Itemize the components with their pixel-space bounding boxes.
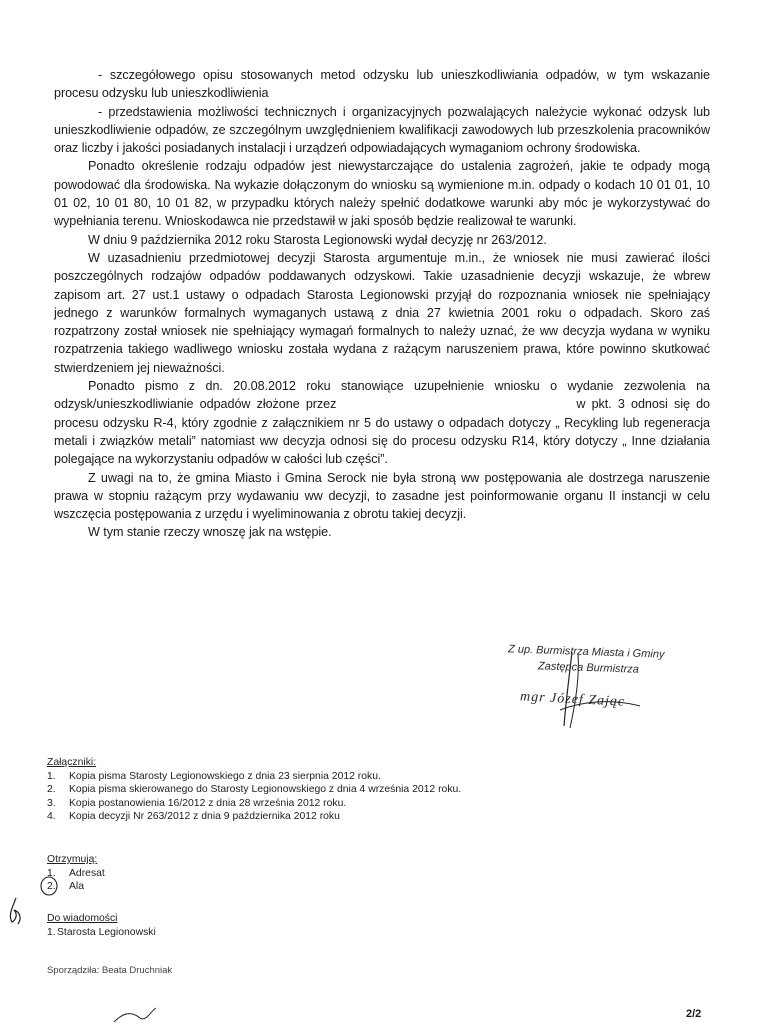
for-information-list [47, 926, 247, 940]
paragraph-5: W uzasadnieniu przedmiotowej decyzji Starosta argumentuje m.in., że wniosek nie musi zawierać ilości poszczególnych rodzajów odpadów poddawanych odzyskowi. Takie uzasadnienie decyzji wskazuje, że wbrew zapisom art. 27 ust.1 ustawy o odpadach Starosta Legionowski przyjął do rozpoznania wniosek nie spełniający jednego z warunków formalnych wymaganych ustawą z dnia 27 kwietnia 2001 roku o odpadach. Skoro zaś rozpatrzony został wniosek nie spełniający wymagań formalnych to należy uznać, że ww decyzja wydana w wyniku rozpatrzenia takiego wadliwego wniosku została wydana z rażącym naruszeniem prawa, które powinno skutkować stwierdzeniem jej nieważności. [54, 250, 710, 375]
handwritten-circle-mark [39, 875, 63, 897]
attachments-heading: Załączniki: [47, 757, 97, 768]
list-item: 2. Ala [47, 880, 247, 894]
paragraph-6-part-2: w pkt. 3 odnosi się do procesu odzysku R-4, który zgodnie z załącznikiem nr 5 do ustawy o odpadach dotyczy „ Recykling lub regeneracja metali i związków metali” natomiast ww decyzja odnosi się do procesu odzysku R14, który dotyczy „ Inne działania polegające na wykorzystaniu odpadów w całości lub części”. [54, 397, 710, 467]
prepared-by: Sporządziła: Beata Druchniak [47, 965, 173, 976]
list-item: 3. Kopia postanowienia 16/2012 z dnia 28 września 2012 roku. [47, 797, 347, 809]
list-item: 2. Kopia pisma skierowanego do Starosty Legionowskiego z dnia 4 września 2012 roku. [47, 784, 462, 795]
stamp-line-1: Z up. Burmistrza Miasta i Gminy [507, 643, 665, 661]
handwritten-mark [4, 896, 26, 926]
list-item: 1. Adresat [47, 867, 105, 879]
list-item: 1. Kopia pisma Starosty Legionowskiego z dnia 23 sierpnia 2012 roku. [47, 770, 381, 782]
list-item: 1.Starosta Legionowski [47, 926, 156, 938]
for-information-heading: Do wiadomości [47, 913, 118, 924]
paragraph-1: - szczegółowego opisu stosowanych metod odzysku lub unieszkodliwiania odpadów, w tym wskazanie procesu odzysku lub unieszkodliwienia [54, 68, 710, 101]
list-item: 4. Kopia decyzji Nr 263/2012 z dnia 9 października 2012 roku [47, 811, 340, 822]
for-information-section [47, 912, 247, 939]
recipients-list [47, 867, 247, 894]
paragraph-8: W tym stanie rzeczy wnoszę jak na wstępie. [88, 525, 332, 540]
recipients-section [47, 853, 247, 894]
signature-fragment [112, 1004, 172, 1024]
attachments-list [47, 770, 567, 824]
signature-block [500, 640, 740, 730]
paragraph-3: Ponadto określenie rodzaju odpadów jest niewystarczające do ustalenia zagrożeń, jakie te odpady mogą powodować dla środowiska. Na wykazie dołączonym do wniosku są wymienione m.in. odpady o kodach 10 01 01, 10 01 02, 10 01 80, 10 01 82, w przypadku których należy spełnić dodatkowe warunki aby móc je wykorzystywać do wypełniania terenu. Wnioskodawca nie przedstawił w jaki sposób będzie realizował te warunki. [54, 159, 710, 229]
paragraph-7: Z uwagi na to, że gmina Miasto i Gmina Serock nie była stroną ww postępowania ale dostrzega naruszenie prawa w stopniu rażącym przy wydawaniu ww decyzji, to zasadne jest poinformowanie organu II instancji w celu wszczęcia postępowania z urzędu i wyeliminowania z obrotu takiej decyzji. [54, 470, 710, 522]
paragraph-6 [54, 377, 710, 468]
page-number: 2/2 [686, 1008, 702, 1020]
letter-body [54, 66, 710, 542]
paragraph-6-part-1: Ponadto pismo z dn. 20.08.2012 roku stanowiące uzupełnienie wniosku o wydanie zezwolenia na odzysk/unieszkodliwianie odpadów złożone przez [54, 379, 710, 412]
recipients-heading: Otrzymują: [47, 854, 98, 865]
paragraph-2: - przedstawienia możliwości technicznych i organizacyjnych pozwalających należycie wykonać odzysk lub unieszkodliwienie odpadów, ze szczególnym uwzględnieniem kwalifikacji zawodowych lub przeszkolenia pracowników oraz liczby i jakości posiadanych instalacji i urządzeń odpowiadających wymaganiom ochrony środowiska. [54, 104, 710, 156]
attachments-section [47, 756, 567, 824]
paragraph-4: W dniu 9 października 2012 roku Starosta Legionowski wydał decyzję nr 263/2012. [88, 232, 547, 247]
signer-name: mgr Józef Zając [519, 689, 626, 710]
stamp-line-2: Zastępca Burmistrza [537, 660, 640, 676]
